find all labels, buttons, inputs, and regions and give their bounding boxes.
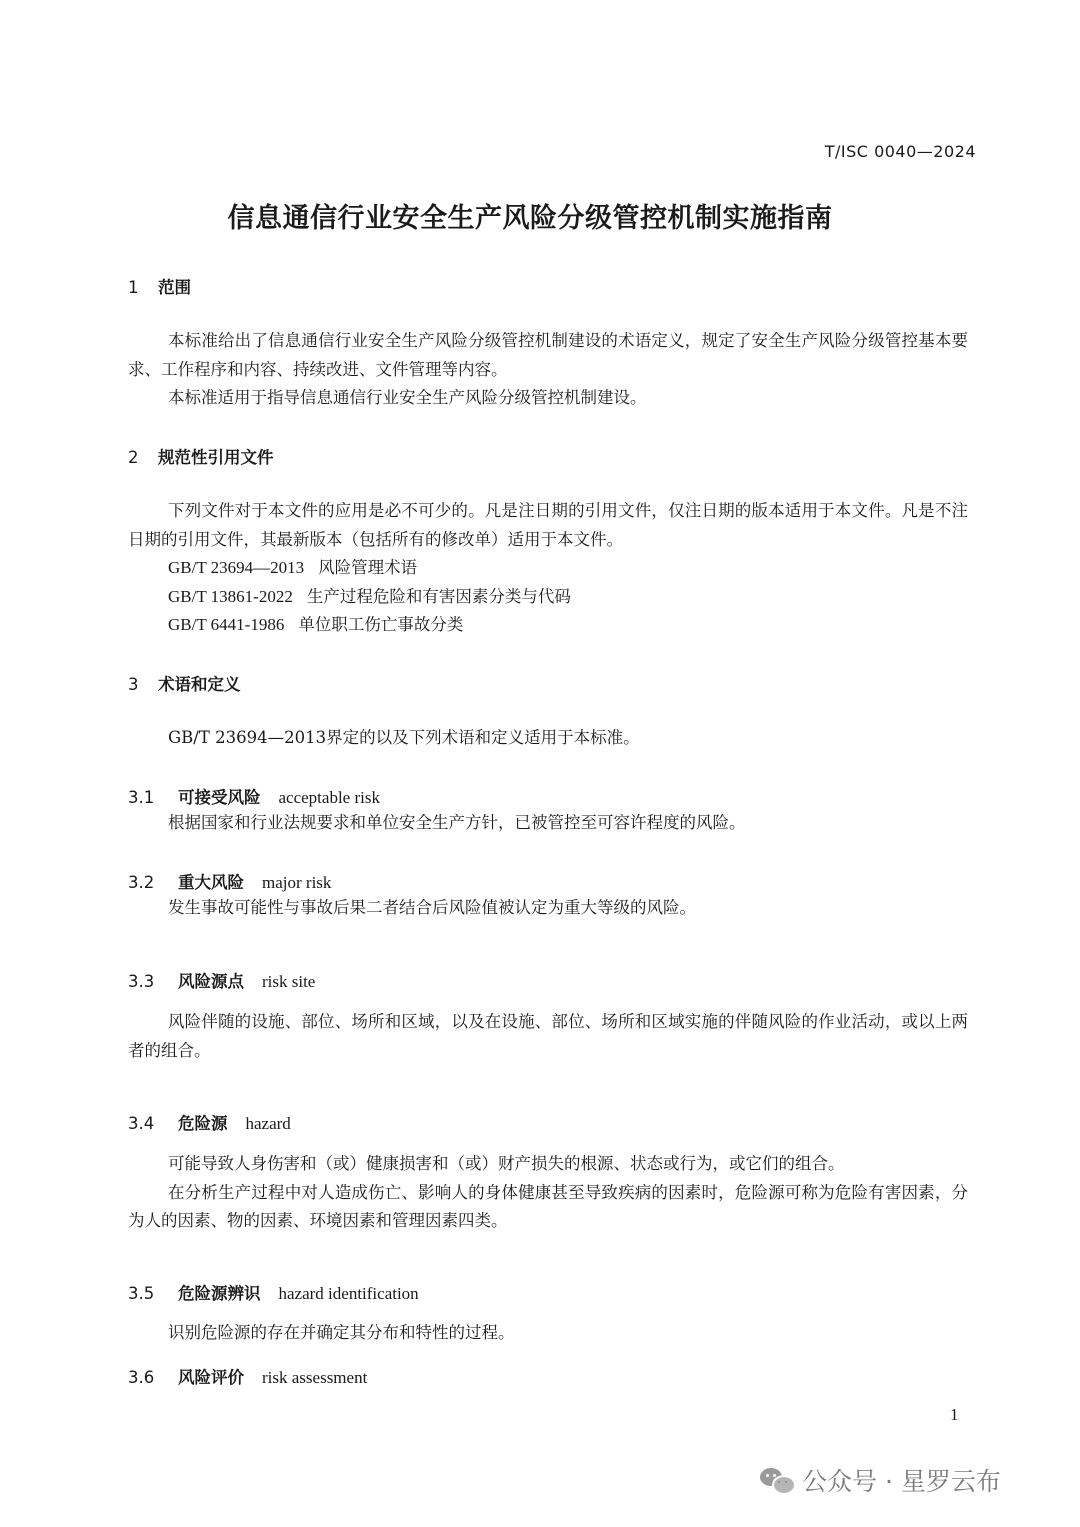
term-3-1-heading bbox=[128, 784, 380, 808]
term-english: risk site bbox=[262, 972, 316, 991]
section-1-body bbox=[128, 327, 968, 413]
reference-item bbox=[168, 583, 571, 612]
term-english: major risk bbox=[262, 873, 332, 892]
paragraph: GB/T 23694—2013界定的以及下列术语和定义适用于本标准。 bbox=[168, 728, 640, 747]
paragraph: 识别危险源的存在并确定其分布和特性的过程。 bbox=[168, 1323, 515, 1342]
reference-name: 单位职工伤亡事故分类 bbox=[298, 615, 464, 634]
term-chinese: 危险源 bbox=[178, 1114, 228, 1133]
watermark bbox=[760, 1462, 1001, 1498]
section-3-body bbox=[128, 724, 968, 753]
reference-name: 风险管理术语 bbox=[318, 558, 418, 577]
normative-references-list bbox=[168, 554, 571, 640]
term-number: 3.6 bbox=[128, 1368, 155, 1387]
term-number: 3.5 bbox=[128, 1284, 155, 1303]
term-english: acceptable risk bbox=[278, 788, 380, 807]
wechat-icon bbox=[760, 1466, 794, 1494]
term-number: 3.1 bbox=[128, 788, 155, 807]
term-number: 3.4 bbox=[128, 1114, 155, 1133]
paragraph: 在分析生产过程中对人造成伤亡、影响人的身体健康甚至导致疾病的因素时，危险源可称为危险有害因素，分为人的因素、物的因素、环境因素和管理因素四类。 bbox=[128, 1182, 968, 1230]
term-3-5-heading bbox=[128, 1280, 419, 1304]
term-3-2-definition bbox=[128, 894, 968, 923]
term-chinese: 风险源点 bbox=[178, 972, 244, 991]
section-1-heading bbox=[128, 274, 191, 298]
paragraph: 可能导致人身伤害和（或）健康损害和（或）财产损失的根源、状态或行为，或它们的组合。 bbox=[168, 1154, 845, 1173]
term-3-5-definition bbox=[128, 1319, 968, 1348]
section-title: 规范性引用文件 bbox=[158, 448, 274, 467]
term-number: 3.3 bbox=[128, 972, 155, 991]
section-2-heading bbox=[128, 444, 274, 468]
watermark-text: 公众号 · 星罗云布 bbox=[802, 1467, 1001, 1496]
term-chinese: 重大风险 bbox=[178, 873, 244, 892]
section-number: 3 bbox=[128, 675, 139, 694]
term-3-2-heading bbox=[128, 869, 331, 893]
paragraph: 本标准给出了信息通信行业安全生产风险分级管控机制建设的术语定义，规定了安全生产风险分级管控基本要求、工作程序和内容、持续改进、文件管理等内容。 bbox=[128, 331, 968, 379]
term-3-1-definition bbox=[128, 809, 968, 838]
term-3-4-heading bbox=[128, 1110, 291, 1134]
reference-code: GB/T 23694—2013 bbox=[168, 558, 305, 577]
section-title: 范围 bbox=[158, 278, 191, 297]
term-3-3-heading bbox=[128, 968, 315, 992]
term-3-4-definition bbox=[128, 1150, 968, 1236]
reference-item bbox=[168, 554, 571, 583]
paragraph: 发生事故可能性与事故后果二者结合后风险值被认定为重大等级的风险。 bbox=[168, 898, 696, 917]
term-3-3-definition bbox=[128, 1008, 968, 1065]
term-english: hazard identification bbox=[278, 1284, 419, 1303]
page-number: 1 bbox=[950, 1405, 959, 1424]
reference-code: GB/T 6441-1986 bbox=[168, 615, 285, 634]
section-number: 1 bbox=[128, 278, 139, 297]
section-2-body bbox=[128, 497, 968, 554]
reference-code: GB/T 13861-2022 bbox=[168, 586, 293, 606]
standard-code: T/ISC 0040—2024 bbox=[824, 142, 976, 161]
paragraph: 根据国家和行业法规要求和单位安全生产方针，已被管控至可容许程度的风险。 bbox=[168, 813, 746, 832]
reference-name: 生产过程危险和有害因素分类与代码 bbox=[306, 586, 571, 606]
section-number: 2 bbox=[128, 448, 139, 467]
reference-item bbox=[168, 611, 571, 640]
term-number: 3.2 bbox=[128, 873, 155, 892]
paragraph: 本标准适用于指导信息通信行业安全生产风险分级管控机制建设。 bbox=[168, 388, 647, 407]
document-title: 信息通信行业安全生产风险分级管控机制实施指南 bbox=[227, 203, 833, 234]
term-chinese: 危险源辨识 bbox=[178, 1284, 261, 1303]
term-english: risk assessment bbox=[262, 1368, 368, 1387]
term-english: hazard bbox=[245, 1114, 291, 1133]
term-chinese: 可接受风险 bbox=[178, 788, 261, 807]
section-3-heading bbox=[128, 671, 241, 695]
paragraph: 风险伴随的设施、部位、场所和区域，以及在设施、部位、场所和区域实施的伴随风险的作业活动，或以上两者的组合。 bbox=[128, 1012, 968, 1060]
term-3-6-heading bbox=[128, 1364, 367, 1388]
paragraph: 下列文件对于本文件的应用是必不可少的。凡是注日期的引用文件，仅注日期的版本适用于本文件。凡是不注日期的引用文件，其最新版本（包括所有的修改单）适用于本文件。 bbox=[128, 501, 968, 549]
section-title: 术语和定义 bbox=[158, 675, 241, 694]
term-chinese: 风险评价 bbox=[178, 1368, 244, 1387]
